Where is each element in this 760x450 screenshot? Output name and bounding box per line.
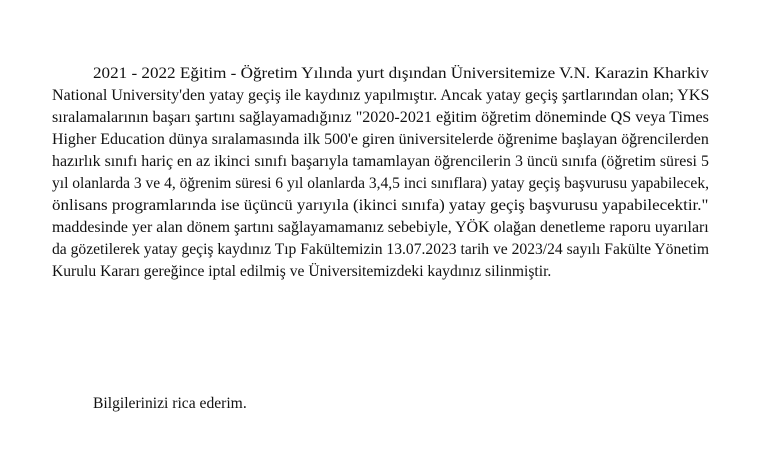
- paragraph-line: maddesinde yer alan dönem şartını sağlayamamanız sebebiyle, YÖK olağan denetleme raporu uyarıları: [52, 219, 709, 236]
- closing-line: Bilgilerinizi rica ederim.: [93, 395, 247, 412]
- paragraph-line: da gözetilerek yatay geçiş kaydınız Tıp Fakültemizin 13.07.2023 tarih ve 2023/24 sayılı Fakülte Yönetim: [52, 241, 709, 258]
- paragraph-line: yıl olanlarda 3 ve 4, öğrenim süresi 6 yıl olanlarda 3,4,5 inci sınıflara) yatay geçiş başvurusu yapabilecek,: [52, 175, 709, 192]
- paragraph-line: önlisans programlarında ise üçüncü yarıyıla (ikinci sınıfa) yatay geçiş başvurusu yapabilecektir.": [52, 197, 709, 214]
- paragraph-line: Higher Education dünya sıralamasında ilk 500'e giren üniversitelerde öğrenime başlayan öğrencilerden: [52, 131, 709, 148]
- paragraph-line: National University'den yatay geçiş ile kaydınız yapılmıştır. Ancak yatay geçiş şartlarından olan; YKS: [52, 87, 710, 104]
- paragraph-line: Kurulu Kararı gereğince iptal edilmiş ve Üniversitemizdeki kaydınız silinmiştir.: [52, 263, 552, 280]
- paragraph-line: hazırlık sınıfı hariç en az ikinci sınıfı başarıyla tamamlayan öğrencilerin 3 üncü sınıfa (öğretim süresi 5: [52, 153, 709, 170]
- paragraph-line: sıralamalarının başarı şartını sağlayamadığınız "2020-2021 eğitim öğretim döneminde QS veya Times: [52, 109, 709, 126]
- paragraph-line: 2021 - 2022 Eğitim - Öğretim Yılında yurt dışından Üniversitemize V.N. Karazin Kharkiv: [93, 65, 709, 82]
